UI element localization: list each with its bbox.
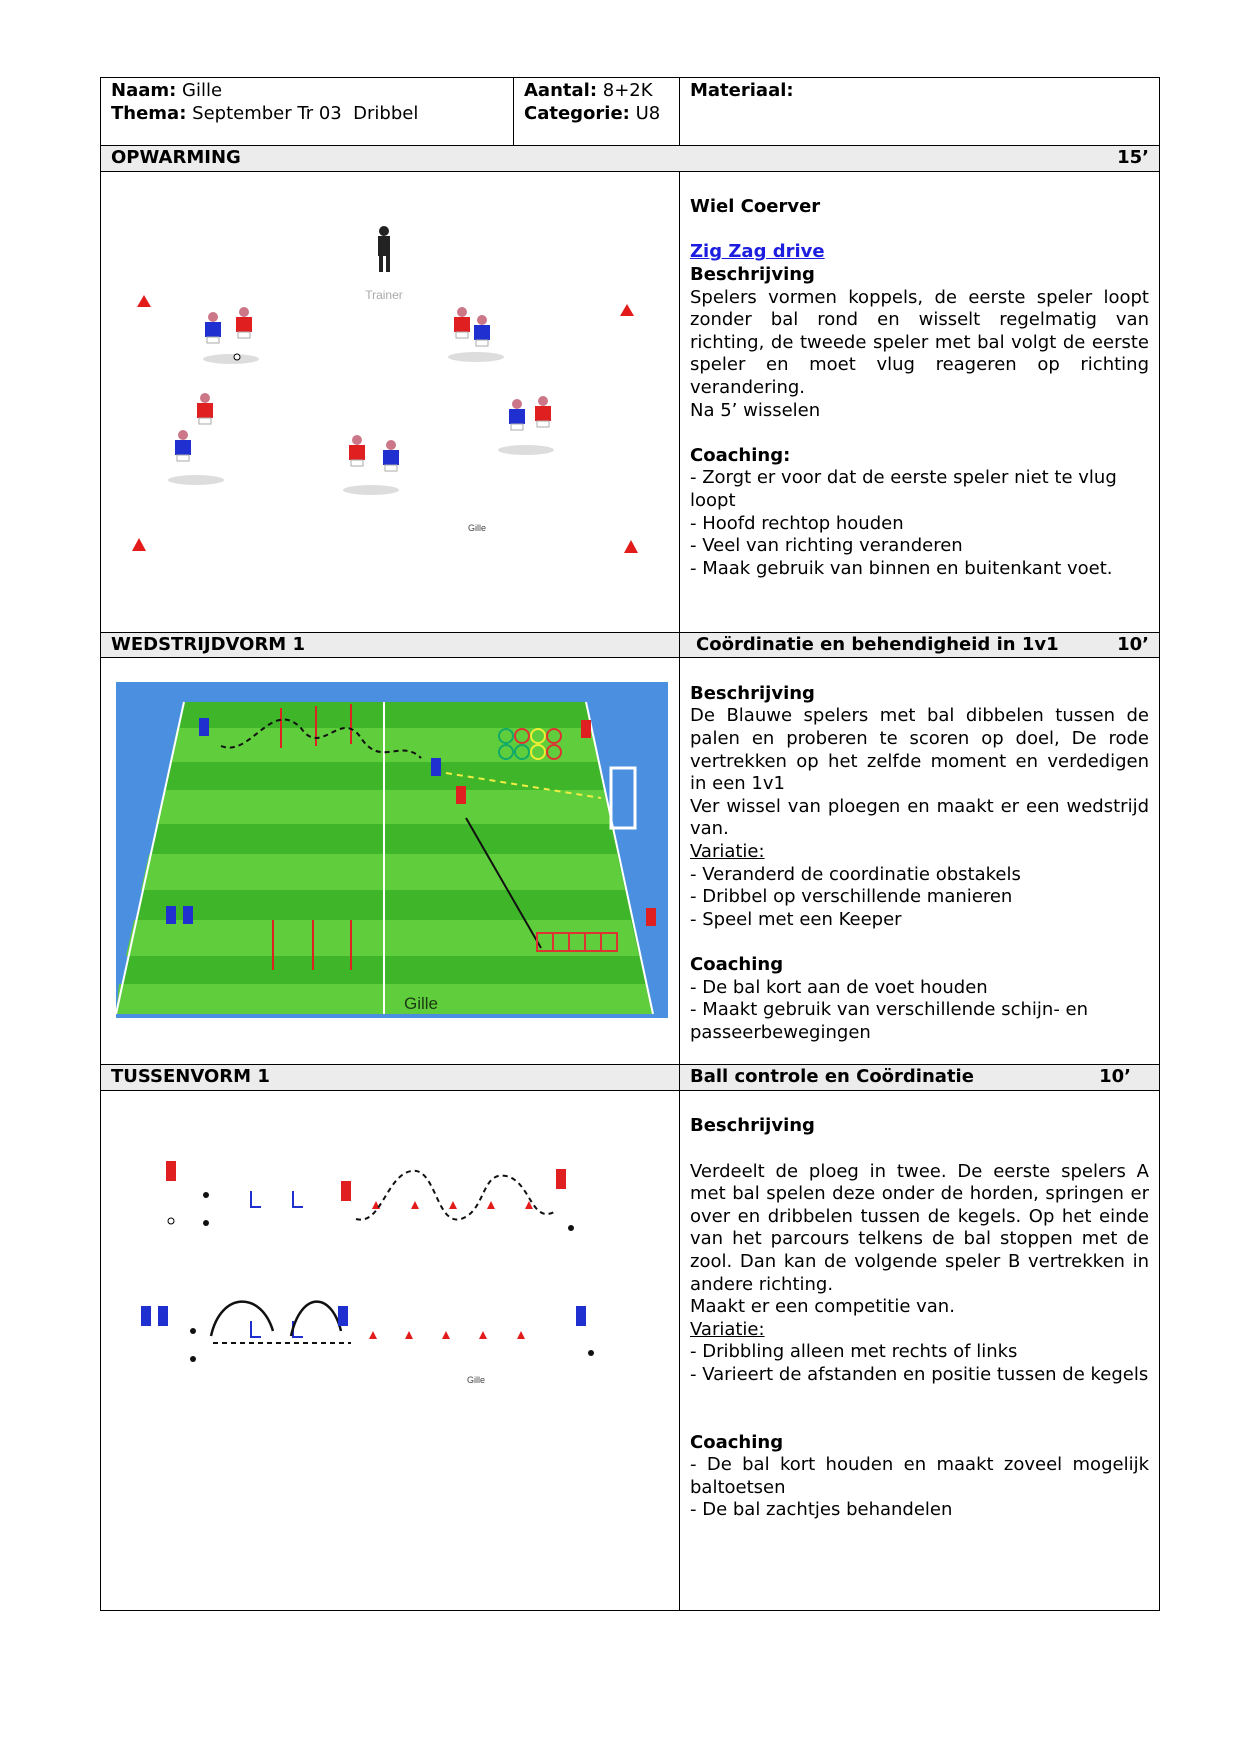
coaching-heading: Coaching <box>690 1431 784 1453</box>
section-header-opwarming <box>101 146 1160 172</box>
aantal-label: Aantal: <box>524 80 598 101</box>
description-heading: Beschrijving <box>690 682 815 704</box>
naam-value: Gille <box>182 80 223 101</box>
player-pair-icon <box>203 307 259 364</box>
section-header-wedstrijdvorm <box>101 632 1160 658</box>
section-subtitle: Ball controle en Coördinatie <box>690 1066 974 1088</box>
tussenvorm-diagram <box>101 1091 679 1610</box>
coaching-heading: Coaching <box>690 953 784 975</box>
description-text: Spelers vormen koppels, de eerste speler loopt zonder bal rond en wisselt regelmatig van richting, de tweede speler met bal volgt de eerste speler en moet vlug reageren op richting verandering. <box>690 286 1149 398</box>
section-duration: 10’ <box>1099 1066 1131 1088</box>
description-text: Verdeelt de ploeg in twee. De eerste spelers A met bal spelen deze onder de horden, springen er over en dribbelen tussen de kegels. Op het einde van het parcours telkens de bal stoppen met de zool. Dan kan de volgende speler B vertrekken in andere richting. <box>690 1160 1149 1295</box>
course-b <box>141 1301 594 1361</box>
description-text: Ver wissel van ploegen en maakt er een wedstrijd van. <box>690 795 1149 840</box>
course-a <box>166 1161 574 1231</box>
coaching-item: - De bal kort houden en maakt zoveel mogelijk baltoetsen <box>690 1454 1149 1498</box>
description-note: Maakt er een competitie van. <box>690 1296 955 1318</box>
coaching-item: - Maakt gebruik van verschillende schijn- en passeerbewegingen <box>690 999 1089 1043</box>
wedstrijdvorm-diagram <box>101 658 679 1064</box>
cone-icon <box>620 304 634 316</box>
section-subtitle: Coördinatie en behendigheid in 1v1 <box>696 633 1059 655</box>
thema-label: Thema: <box>111 102 187 124</box>
section-body-wedstrijdvorm <box>101 658 1160 1065</box>
materiaal-cell <box>680 78 1160 146</box>
description-heading: Beschrijving <box>690 263 815 285</box>
section-body-tussenvorm <box>101 1090 1160 1610</box>
coaching-item: - De bal zachtjes behandelen <box>690 1499 953 1521</box>
section-title: OPWARMING <box>111 147 241 168</box>
coaching-heading: Coaching: <box>690 444 791 466</box>
diagram-signature: Gille <box>403 994 439 1014</box>
section-body-opwarming <box>101 171 1160 632</box>
diagram-signature: Gille <box>467 522 487 533</box>
tussenvorm-diagram-cell <box>101 1090 680 1610</box>
coaching-item: - Maak gebruik van binnen en buitenkant voet. <box>690 557 1113 579</box>
section-duration: 10’ <box>1117 633 1149 655</box>
variatie-item: - Dribbling alleen met rechts of links <box>690 1341 1018 1363</box>
coaching-item: - Veel van richting veranderen <box>690 535 963 557</box>
naam-thema-cell <box>101 78 514 146</box>
materiaal-label: Materiaal: <box>690 80 794 101</box>
tussenvorm-text-cell <box>680 1090 1160 1610</box>
variatie-item: - Varieert de afstanden en positie tussen de kegels <box>690 1363 1149 1385</box>
player-pair-icon <box>448 307 504 362</box>
naam-label: Naam: <box>111 80 177 101</box>
section-duration: 15’ <box>1117 147 1149 168</box>
description-note: Na 5’ wisselen <box>690 399 821 421</box>
variatie-heading: Variatie: <box>690 840 765 862</box>
section-title: TUSSENVORM 1 <box>111 1066 270 1088</box>
aantal-categorie-cell <box>514 78 680 146</box>
cone-icon <box>137 295 151 307</box>
variatie-item: - Speel met een Keeper <box>690 908 902 930</box>
coaching-item: - De bal kort aan de voet houden <box>690 976 988 998</box>
categorie-value: U8 <box>635 102 661 124</box>
opwarming-diagram-cell <box>101 171 680 632</box>
cone-icon <box>624 540 638 553</box>
trainer-icon <box>378 226 390 272</box>
aantal-value: 8+2K <box>602 80 653 101</box>
section-header-tussenvorm <box>101 1065 1160 1091</box>
wedstrijdvorm-diagram-cell <box>101 658 680 1065</box>
variatie-item: - Veranderd de coordinatie obstakels <box>690 863 1021 885</box>
diagram-signature: Gille <box>466 1374 486 1385</box>
player-pair-icon <box>343 435 399 495</box>
player-pair-icon <box>168 393 224 485</box>
coaching-item: - Zorgt er voor dat de eerste speler niet te vlug loopt <box>690 467 1117 511</box>
coaching-item: - Hoofd rechtop houden <box>690 512 904 534</box>
opwarming-text-cell <box>680 171 1160 632</box>
categorie-label: Categorie: <box>524 102 630 124</box>
cone-icon <box>132 538 146 551</box>
opwarming-diagram <box>101 172 679 632</box>
wedstrijdvorm-text-cell <box>680 658 1160 1065</box>
section-title: WEDSTRIJDVORM 1 <box>111 633 306 655</box>
player-pair-icon <box>498 396 554 455</box>
description-heading: Beschrijving <box>690 1115 815 1137</box>
thema-value: September Tr 03 Dribbel <box>192 102 419 124</box>
drill-link[interactable]: Zig Zag drive <box>690 241 825 263</box>
training-sheet <box>100 77 1160 1611</box>
trainer-label: Trainer <box>365 287 403 302</box>
description-text: De Blauwe spelers met bal dibbelen tussen de palen en proberen te scoren op doel, De rode vertrekken op het zelfde moment en verdedigen in een 1v1 <box>690 705 1149 795</box>
variatie-heading: Variatie: <box>690 1318 765 1340</box>
drill-source: Wiel Coerver <box>690 196 821 218</box>
info-row <box>101 78 1160 146</box>
variatie-item: - Dribbel op verschillende manieren <box>690 886 1013 908</box>
